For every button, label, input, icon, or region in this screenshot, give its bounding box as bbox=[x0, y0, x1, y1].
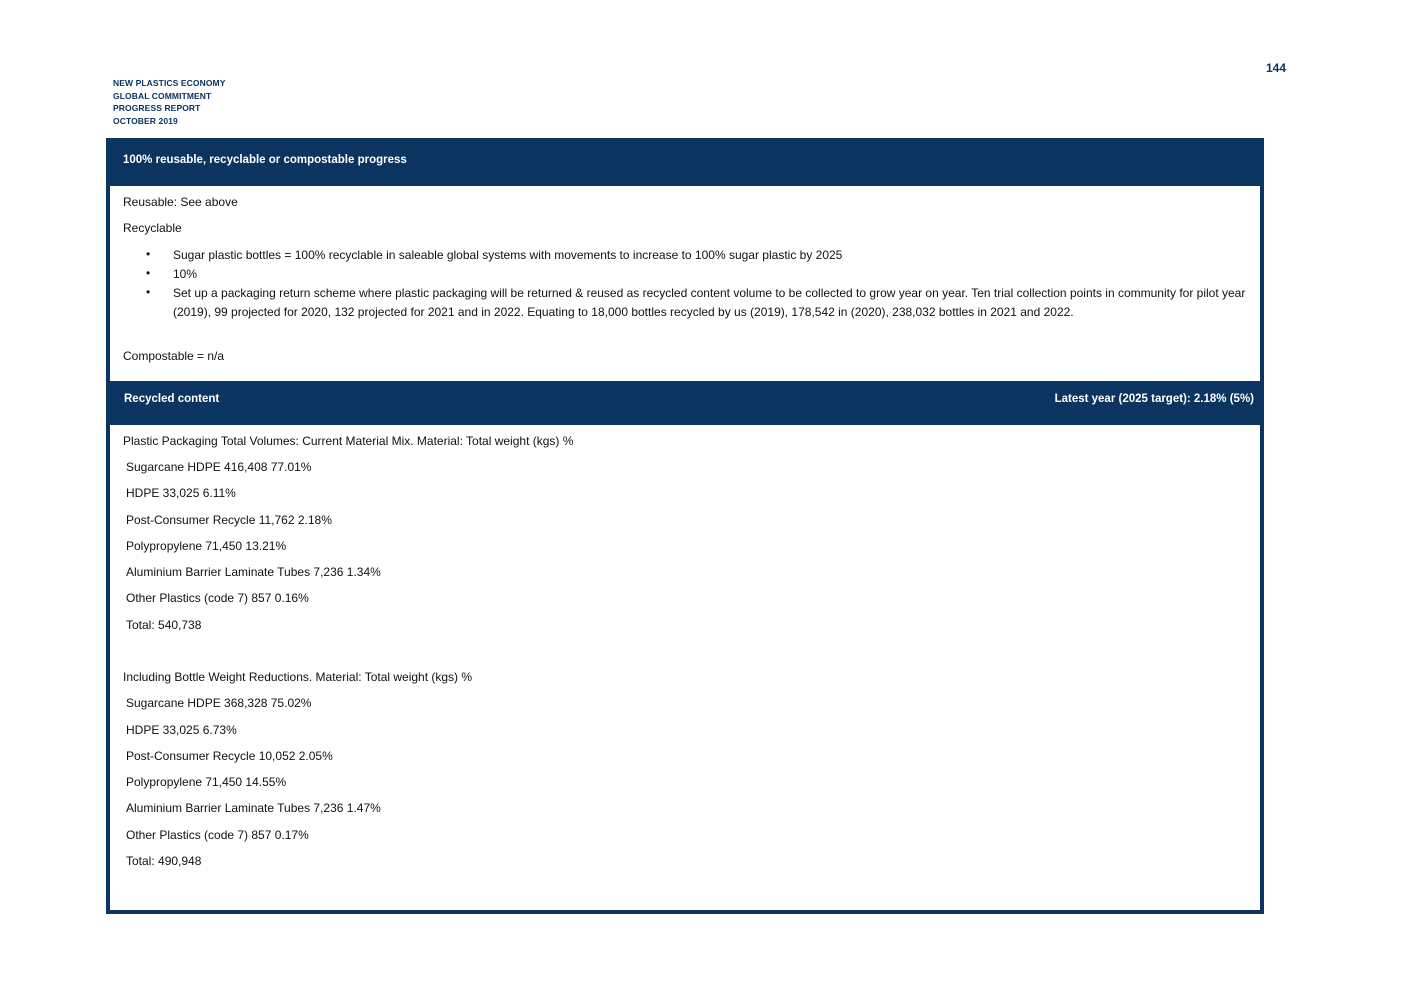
report-header-line: NEW PLASTICS ECONOMY bbox=[113, 78, 226, 88]
section-header-band bbox=[110, 381, 1260, 425]
report-header-line: OCTOBER 2019 bbox=[113, 115, 178, 126]
material-row: Post-Consumer Recycle 11,762 2.18% bbox=[126, 513, 332, 527]
compostable-text: Compostable = n/a bbox=[123, 349, 225, 363]
page-number: 144 bbox=[1266, 61, 1287, 75]
material-row: Aluminium Barrier Laminate Tubes 7,236 1.47% bbox=[126, 801, 381, 815]
material-total: Total: 540,738 bbox=[126, 618, 202, 632]
material-row: Other Plastics (code 7) 857 0.16% bbox=[126, 591, 309, 605]
section-title: 100% reusable, recyclable or compostable progress bbox=[123, 154, 407, 166]
bullet-item: Sugar plastic bottles = 100% recyclable in saleable global systems with movements to increase to 100% sugar plastic by 2025 bbox=[173, 248, 843, 262]
section-title: Recycled content bbox=[124, 393, 220, 405]
report-header-line: PROGRESS REPORT bbox=[113, 103, 201, 113]
bullet-dot: • bbox=[146, 285, 151, 299]
report-header-line: GLOBAL COMMITMENT bbox=[113, 90, 212, 101]
material-row: Polypropylene 71,450 13.21% bbox=[126, 539, 287, 553]
report-header bbox=[113, 77, 226, 127]
material-row: Aluminium Barrier Laminate Tubes 7,236 1.34% bbox=[126, 565, 381, 579]
section-header-band bbox=[110, 142, 1260, 186]
latest-year-value: Latest year (2025 target): 2.18% (5%) bbox=[1054, 393, 1254, 405]
material-row: Other Plastics (code 7) 857 0.17% bbox=[126, 828, 309, 842]
bullet-dot: • bbox=[146, 247, 151, 261]
bullet-dot: • bbox=[146, 266, 151, 280]
material-row: Sugarcane HDPE 416,408 77.01% bbox=[126, 460, 312, 474]
table-heading: Including Bottle Weight Reductions. Material: Total weight (kgs) % bbox=[123, 670, 473, 684]
material-row: Polypropylene 71,450 14.55% bbox=[126, 775, 287, 789]
recyclable-label: Recyclable bbox=[123, 221, 182, 235]
material-row: HDPE 33,025 6.73% bbox=[126, 723, 237, 737]
material-row: Sugarcane HDPE 368,328 75.02% bbox=[126, 696, 312, 710]
table-heading: Plastic Packaging Total Volumes: Current Material Mix. Material: Total weight (kgs) % bbox=[123, 434, 574, 448]
material-total: Total: 490,948 bbox=[126, 854, 202, 868]
progress-content-box bbox=[106, 138, 1264, 914]
material-row: HDPE 33,025 6.11% bbox=[126, 486, 236, 500]
bullet-item: 10% bbox=[173, 267, 198, 281]
material-row: Post-Consumer Recycle 10,052 2.05% bbox=[126, 749, 333, 763]
reusable-text: Reusable: See above bbox=[123, 195, 238, 209]
bullet-item: Set up a packaging return scheme where plastic packaging will be returned & reused as recycled content volume to be collected to grow year on year. Ten trial collection points in community for pilot year (2019), 99 projected for 2020, 132 projected for 2021 and in 2022. Equating to 18,000 bottles recycled by us (2019), 178,542 in (2020), 238,032 bottles in 2021 and 2022. bbox=[173, 286, 1246, 319]
